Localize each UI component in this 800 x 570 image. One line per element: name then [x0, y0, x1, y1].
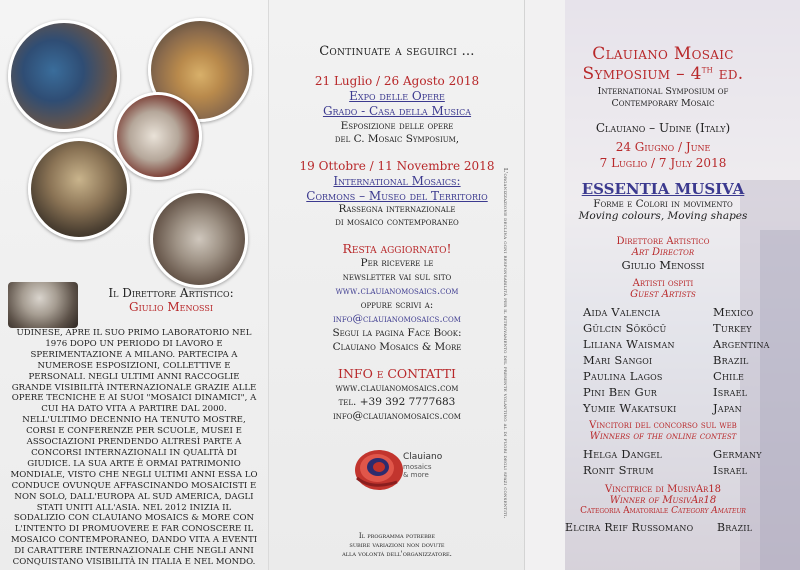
guest-name: Mari Sangoi	[583, 353, 653, 367]
category-en: Category Amateur	[671, 506, 746, 516]
update-website-link[interactable]: www.clauianomosaics.com	[335, 285, 459, 297]
event1-place: Grado - Casa della Musica	[322, 104, 472, 118]
musivar-winner-country: Brazil	[717, 521, 753, 534]
musivar-winner-name: Elcira Reif Russomano	[565, 521, 694, 534]
event1-desc-2: del C. Mosaic Symposium,	[334, 133, 460, 145]
vertical-disclaimer: L'organizzazione declina ogni responsabilità per il ritrovamento del presente volantino al di fuori degli spazi consentiti.	[502, 168, 508, 519]
winner-country: Israel	[713, 463, 748, 477]
guest-name: Aida Valencia	[583, 305, 661, 319]
symposium-title-line-2	[525, 64, 800, 84]
contacts-website-link[interactable]: www.clauianomosaics.com	[335, 382, 459, 394]
guest-country: Argentina	[713, 337, 770, 351]
event1-dates: 21 Luglio / 26 Agosto 2018	[314, 74, 480, 88]
title-line-2-end: ed.	[713, 64, 744, 84]
footnote-line-2: subire variazioni non dovute	[349, 541, 445, 549]
symposium-subtitle-2: Contemporary Mosaic	[611, 98, 715, 109]
title-line-2-main: Symposium – 4	[582, 64, 702, 84]
event2-title: International Mosaics:	[333, 174, 461, 188]
workshop-photo-1	[8, 20, 120, 132]
symposium-title-line-1: Clauiano Mosaic	[592, 44, 734, 64]
exhibition-photo	[28, 138, 130, 240]
art-director-name: Giulio Menossi	[621, 258, 705, 272]
theme-italian: Forme e Colori in movimento	[593, 198, 733, 210]
intro-text: Continuate a seguirci …	[319, 44, 475, 59]
category-it: Categoria Amatoriale	[580, 506, 669, 516]
update-line-4: Segui la pagina Face Book:	[332, 327, 462, 339]
footnote-line-1: Il programma potrebbe	[358, 532, 436, 540]
guest-artists-label-it: Artisti ospiti	[632, 278, 694, 289]
guest-country: Japan	[713, 401, 742, 415]
workshop-photo-4	[150, 190, 248, 288]
symposium-dates-1: 24 Giugno / June	[615, 140, 711, 154]
art-director-label-it: Direttore Artistico	[616, 236, 710, 247]
guest-name: Liliana Waisman	[583, 337, 675, 351]
winners-label-it: Vincitori del concorso sul web	[589, 420, 737, 431]
update-line-3: oppure scrivi a:	[360, 299, 434, 311]
update-heading: Resta aggiornato!	[342, 241, 452, 256]
event2-place: Cormons – Museo del Territorio	[306, 189, 488, 203]
guest-country: Brazil	[713, 353, 749, 367]
guest-artists-label-en: Guest Artists	[630, 289, 696, 300]
event1-desc-1: Esposizione delle opere	[340, 120, 454, 132]
guest-name: Yumie Wakatsuki	[583, 401, 677, 415]
symposium-location: Clauiano – Udine (Italy)	[595, 121, 731, 135]
musivar-category	[525, 506, 800, 516]
footnote-line-3: alla volontà dell'organizzatore.	[342, 550, 452, 558]
logo-word-3: & more	[403, 471, 429, 479]
guest-name: Paulina Lagos	[583, 369, 663, 383]
contacts-heading: INFO e CONTATTI	[338, 366, 456, 381]
contacts-email-link[interactable]: info@clauianomosaics.com	[333, 410, 461, 422]
winner-name: Ronit Strum	[583, 463, 654, 477]
theme-english: Moving colours, Moving shapes	[578, 210, 748, 222]
symposium-dates-2: 7 Luglio / 7 July 2018	[599, 156, 727, 170]
middle-panel	[268, 0, 525, 570]
right-panel	[524, 0, 800, 570]
update-line-2: newsletter vai sul sito	[342, 271, 452, 283]
contacts-phone: tel. +39 392 7777683	[338, 396, 456, 408]
director-heading: Il Direttore Artistico:	[108, 286, 234, 300]
director-portrait	[8, 282, 78, 328]
art-director-label-en: Art Director	[631, 247, 695, 258]
event1-title: Expo delle Opere	[349, 89, 445, 103]
symposium-subtitle-1: International Symposium of	[597, 86, 729, 97]
update-line-1: Per ricevere le	[360, 257, 434, 269]
logo-word-1: Clauiano	[403, 452, 443, 462]
event2-desc-2: di mosaico contemporaneo	[335, 216, 459, 228]
workshop-photo-3	[114, 92, 202, 180]
guest-name: Gülcin Sököcü	[583, 321, 667, 335]
update-line-5: Clauiano Mosaics & More	[332, 341, 462, 353]
title-edition-sup: th	[701, 64, 714, 76]
guest-country: Chile	[713, 369, 745, 383]
winner-country: Germany	[713, 447, 762, 461]
left-panel	[0, 0, 268, 570]
guest-name: Pini Ben Gur	[583, 385, 658, 399]
director-bio: UDINESE, APRE IL SUO PRIMO LABORATORIO NEL 1976 DOPO UN PERIODO DI LAVORO E SPERIMENTAZIONE A MILANO. PARTECIPA A NUMEROSE ESPOSIZIONI, COLLETTIVE E PERSONALI. NEGLI ULTIMI ANNI RACCOGLIE GRANDE VISIBILITÀ INTERNAZIONALE GRAZIE ALLE OPERE TECNICHE E AI SUOI "MOSAICI DINAMICI", A CUI HA DATO VITA A PARTIRE DAL 2000. NELL'ULTIMO DECENNIO HA TENUTO MOSTRE, CORSI E CONFERENZE PER SCUOLE, MUSEI E ASSOCIAZIONI PRENDENDO ALTRESÌ PARTE A CONCORSI INTERNAZIONALI IN QUALITÀ DI GIUDICE. LA SUA ARTE È ORMAI PATRIMONIO MONDIALE, VISTO CHE NEGLI ULTIMI ANNI ESSA LO CONDUCE OVUNQUE AFFASCINANDO MOSAICISTI E NON SOLO, DALL'EUROPA AL SUD AMERICA, DAGLI STATI UNITI ALL'ASIA. NEL 2012 INIZIA IL SODALIZIO CON CLAUIANO MOSAICS & MORE CON L'INTENTO DI PROMUOVERE E FAR CONOSCERE IL MOSAICO CONTEMPORANEO, DANDO VITA A EVENTI DI CARATTERE INTERNAZIONALE CHE NEGLI ANNI CONQUISTANO VISIBILITÀ IN ITALIA E NEL MONDO.	[10, 328, 258, 568]
logo-word-2: mosaics	[403, 463, 432, 471]
guest-country: Israel	[713, 385, 748, 399]
theme-title: ESSENTIA MUSIVA	[581, 180, 745, 198]
musivar-label-it: Vincitrice di MusivAr18	[604, 484, 722, 495]
director-name: Giulio Menossi	[129, 300, 213, 314]
winner-name: Helga Dangel	[583, 447, 662, 461]
guest-country: Turkey	[713, 321, 752, 335]
winners-label-en: Winners of the online contest	[589, 431, 737, 442]
event2-dates: 19 Ottobre / 11 Novembre 2018	[299, 159, 495, 173]
guest-country: Mexico	[713, 305, 754, 319]
clauiano-logo	[351, 440, 451, 496]
rose-logo-icon	[351, 442, 407, 494]
update-email-link[interactable]: info@clauianomosaics.com	[333, 313, 461, 325]
musivar-label-en: Winner of MusivAr18	[609, 495, 717, 506]
event2-desc-1: Rassegna internazionale	[338, 203, 456, 215]
